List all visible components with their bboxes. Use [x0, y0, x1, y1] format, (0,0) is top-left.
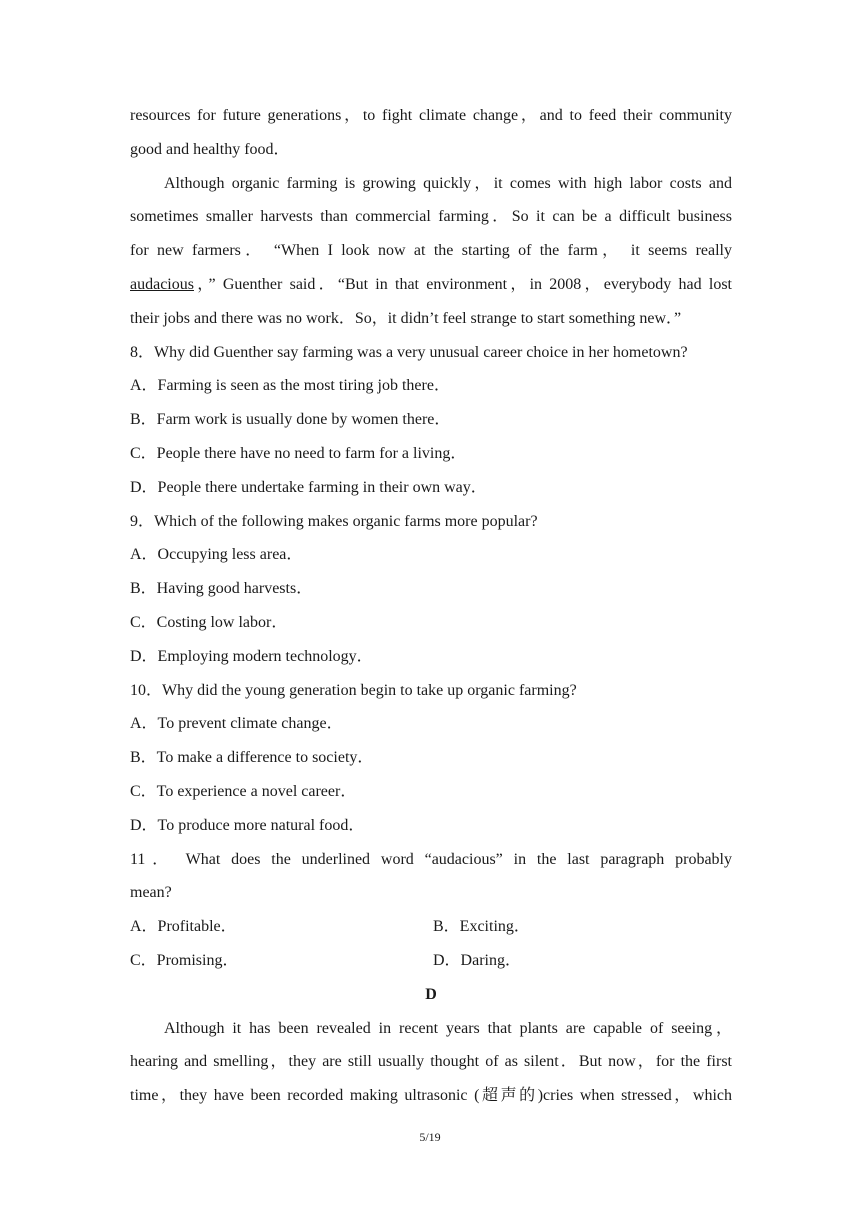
question-10-option-a: A．To prevent climate change．	[130, 715, 343, 733]
question-11-option-d: D．Daring．	[433, 951, 521, 969]
question-10-option-b: B．To make a difference to society．	[130, 749, 374, 767]
question-9-option-d: D．Employing modern technology．	[130, 647, 373, 665]
question-8-option-c: C．People there have no need to farm for a living．	[130, 444, 467, 462]
section-d-line-2: hearing and smelling，they are still usually thought of as silent．But now，for the first	[130, 1053, 732, 1071]
question-11-option-b: B．Exciting．	[433, 918, 530, 936]
question-8-stem: 8．Why did Guenther say farming was a very unusual career choice in her hometown?	[130, 343, 688, 361]
passage-c-line-7: their jobs and there was no work．So，it didn’t feel strange to start something new．”	[130, 309, 682, 327]
question-9-stem: 9．Which of the following makes organic farms more popular?	[130, 512, 538, 530]
underlined-word: audacious	[130, 275, 194, 293]
question-10-option-d: D．To produce more natural food．	[130, 816, 365, 834]
question-8-option-a: A．Farming is seen as the most tiring job there．	[130, 377, 450, 395]
question-11-option-a: A．Profitable．	[130, 918, 237, 936]
page-content	[130, 99, 732, 1113]
question-11-options-row-1	[130, 910, 732, 944]
passage-c-line-4: sometimes smaller harvests than commercial farming．So it can be a difficult business	[130, 208, 732, 226]
passage-c-line-5: for new farmers． “When I look now at the starting of the farm， it seems really	[130, 242, 732, 260]
question-9-option-a: A．Occupying less area．	[130, 546, 303, 564]
question-11-stem-line-1: 11． What does the underlined word “audacious” in the last paragraph probably	[130, 850, 732, 868]
section-d-line-1: Although it has been revealed in recent years that plants are capable of seeing，	[164, 1019, 732, 1037]
passage-c-line-2: good and healthy food．	[130, 140, 290, 158]
question-10-stem: 10．Why did the young generation begin to take up organic farming?	[130, 681, 577, 699]
passage-c-line-6-rest: ，” Guenther said．“But in that environment，in 2008，everybody had lost	[193, 275, 732, 293]
passage-c-line-6	[130, 268, 732, 302]
passage-c-line-3: Although organic farming is growing quickly，it comes with high labor costs and	[164, 174, 732, 192]
question-9-option-c: C．Costing low labor．	[130, 613, 288, 631]
question-8-option-b: B．Farm work is usually done by women there．	[130, 411, 451, 429]
question-11-stem-line-2: mean?	[130, 884, 172, 902]
question-11-option-c: C．Promising．	[130, 951, 239, 969]
section-d-line-3: time，they have been recorded making ultrasonic (超声的)cries when stressed，which	[130, 1087, 732, 1105]
section-d-heading: D	[425, 985, 437, 1003]
question-8-option-d: D．People there undertake farming in their own way．	[130, 478, 487, 496]
question-9-option-b: B．Having good harvests．	[130, 580, 313, 598]
passage-c-line-1: resources for future generations，to fight climate change，and to feed their community	[130, 107, 733, 124]
question-11-options-row-2	[130, 944, 732, 978]
page-number: 5/19	[419, 1130, 441, 1144]
question-10-option-c: C．To experience a novel career．	[130, 782, 357, 800]
